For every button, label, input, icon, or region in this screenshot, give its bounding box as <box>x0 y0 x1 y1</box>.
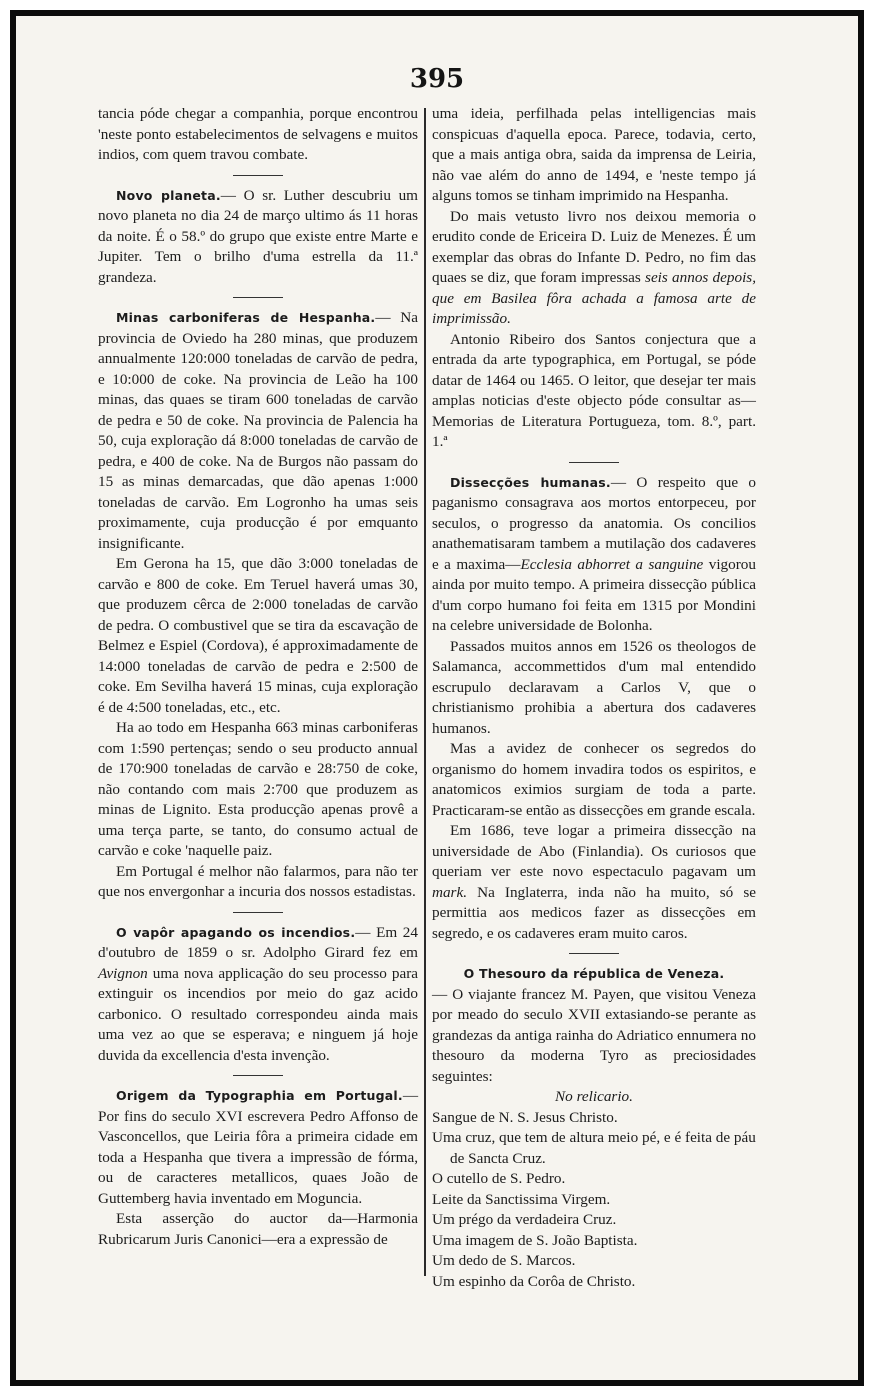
article-text: — Na provincia de Oviedo ha 280 minas, que produzem annualmente 120:000 toneladas de carvão de pedra, e 10:000 de coke. Na provincia de Leão ha 100 minas, das quaes se tiram 600 toneladas de carvão de pedra e 50 de coke. Na provincia de Palencia ha 50, cuja exploração dá 8:000 toneladas de carvão de pedra, e 400 de coke. Na de Burgos não passam do 15 as minas demarcadas, que dão apenas 1:000 toneladas de carvão. Em Logronho ha umas seis proximamente, cuja producção é por emquanto insignificante. <box>98 309 418 552</box>
list-item: Uma imagem de S. João Baptista. <box>432 1231 638 1249</box>
separator <box>233 1075 283 1076</box>
paragraph <box>432 821 756 944</box>
paragraph: Antonio Ribeiro dos Santos conjectura que a entrada da arte typographica, em Portugal, se póde datar de 1464 ou 1465. O leitor, que desejar ter mais amplas noticias d'este objecto póde consultar as—Memorias de Literatura Portugueza, tom. 8.º, part. 1.ª <box>432 330 756 450</box>
list-item: Um espinho da Corôa de Christo. <box>432 1272 636 1290</box>
paragraph: tancia póde chegar a companhia, porque encontrou 'neste ponto estabelecimentos de selvagens e muitos indios, com quem travou combate. <box>98 105 418 163</box>
page-frame <box>10 10 864 1386</box>
article-text: — Em 24 d'outubro de 1859 o sr. Adolpho Girard fez em <box>98 923 418 961</box>
article-text: — O sr. Luther descubriu um novo planeta no dia 24 de março ultimo ás 11 horas da noite. É o 58.º do grupo que existe entre Marte e Jupiter. Tem o brilho d'uma estrella da 11.ª grandeza. <box>98 186 418 286</box>
article-novo-planeta <box>98 186 418 289</box>
list-item: Sangue de N. S. Jesus Christo. <box>432 1108 618 1126</box>
paragraph: Mas a avidez de conhecer os segredos do organismo do homem invadira todos os espiritos, e anatomicos eximios surgiam de toda a parte. Practicaram-se então as dissecções em grande escala. <box>432 740 756 819</box>
separator <box>233 297 283 298</box>
article-text: vigorou ainda por muito tempo. A primeira dissecção pública d'um corpo humano foi feita em 1315 por Mondini na celebre universidade de Bolonha. <box>432 555 756 634</box>
separator <box>233 912 283 913</box>
article-vapor <box>98 923 418 1067</box>
column-rule <box>424 108 426 1276</box>
paragraph: Esta asserção do auctor da—Harmonia Rubricarum Juris Canonici—era a expressão de <box>98 1210 418 1248</box>
list-item: O cutello de S. Pedro. <box>432 1170 566 1187</box>
article-heading: Novo planeta. <box>116 187 221 203</box>
article-heading: O Thesouro da républica de Veneza. <box>463 966 725 981</box>
article-heading: Origem da Typographia em Portugal. <box>116 1088 403 1103</box>
page-number: 395 <box>409 64 465 94</box>
paragraph-text: Na Inglaterra, inda não ha muito, só se permittia aos medicos fazer as dissecções em segredo, e os cadaveres eram muito caros. <box>432 883 756 942</box>
article-origem <box>98 1086 418 1209</box>
list-item: Um dedo de S. Marcos. <box>432 1252 576 1269</box>
relic-list <box>432 1108 756 1293</box>
separator <box>569 953 619 954</box>
list-item: Um prégo da verdadeira Cruz. <box>432 1211 617 1228</box>
article-disseccoes <box>432 473 756 637</box>
list-item: Leite da Sanctissima Virgem. <box>432 1190 611 1208</box>
list-item: Uma cruz, que tem de altura meio pé, e é feita de páu de Sancta Cruz. <box>432 1129 756 1167</box>
article-text-italic: Avignon <box>98 964 148 982</box>
paragraph-text: Do mais vetusto livro nos deixou memoria o erudito conde de Ericeira D. Luiz de Menezes. É um exemplar das obras do Infante D. Pedro, no fim das quaes se diz, que foram impressas <box>432 207 756 286</box>
right-column <box>432 104 756 1292</box>
article-heading: O vapôr apagando os incendios. <box>116 924 356 940</box>
article-minas <box>98 308 418 554</box>
subheading <box>432 1087 756 1108</box>
article-text: — O viajante francez M. Payen, que visitou Veneza por meado do seculo XVII extasiando-se perante as grandezas da antiga rainha do Adriatico ennumera no thesouro da moderna Tyro as preciosidades seguintes: <box>432 985 756 1085</box>
article-heading: Dissecções humanas. <box>450 474 611 490</box>
paragraph-text-italic: mark. <box>432 883 468 901</box>
paragraph: Ha ao todo em Hespanha 663 minas carboniferas com 1:590 pertenças; sendo o seu producto annual de 170:900 toneladas de carvão e 28:750 de coke, não contando com mais 2:700 que produzem as minas de Lignito. Esta producção apenas provê a uma terça parte, se tanto, do consumo actual de carvão e coke 'naquelle paiz. <box>98 719 418 859</box>
article-heading: Minas carboniferas de Hespanha. <box>116 310 376 325</box>
separator <box>233 175 283 176</box>
paragraph <box>432 207 756 330</box>
paragraph: Passados muitos annos em 1526 os theologos de Salamanca, accommettidos d'um mal entendido escrupulo declaravam a Carlos V, que o christianismo prohibia a abertura dos cadaveres humanos. <box>432 637 756 737</box>
paragraph: Em Portugal é melhor não falarmos, para não ter que nos envergonhar a incuria dos nossos estadistas. <box>98 862 418 900</box>
paragraph: Em Gerona ha 15, que dão 3:000 toneladas de carvão e 800 de coke. Em Teruel haverá umas 30, que produzem cêrca de 2:000 toneladas de carvão de pedra. O combustivel que se tira da escavação de Belmez e Espiel (Cordova), é approximadamente de 14:000 toneladas de carvão de pedra e 2:500 de coke. Em Sevilha haverá 15 minas, cuja exploração é de 4:500 toneladas, etc., etc. <box>98 555 418 716</box>
subheading-text: No relicario. <box>555 1088 633 1105</box>
paragraph-text: Em 1686, teve logar a primeira dissecção na universidade de Abo (Finlandia). Os curiosos que queriam ver este novo espectaculo pagavam um <box>432 822 756 880</box>
article-text: — O respeito que o paganismo consagrava aos mortos entorpeceu, por seculos, o progresso da anatomia. Os concilios anathematisaram tambem a mutilação dos cadaveres e a maxima— <box>432 473 756 573</box>
separator <box>569 462 619 463</box>
article-text-italic: Ecclesia abhorret a sanguine <box>520 555 704 573</box>
article-text: uma nova applicação do seu processo para extinguir os incendios por meio do gaz acido carbonico. O resultado correspondeu ainda mais uma vez ao que se esperava; e ninguem já hoje duvida da excellencia d'esta invenção. <box>98 964 418 1064</box>
paragraph: uma ideia, perfilhada pelas intelligencias mais conspicuas d'aquella epoca. Parece, todavia, certo, que a mais antiga obra, saida da imprensa de Leiria, não vae além do anno de 1494, e 'neste tempo já alguns tomos se tinham imprimido na Hespanha. <box>432 105 756 204</box>
paragraph-text-italic: seis annos depois, que em Basilea fôra achada a famosa arte de imprimissão. <box>432 269 756 327</box>
article-text: —Por fins do seculo XVI escrevera Pedro Affonso de Vasconcellos, que Leiria fôra a primeira cidade em toda a Hespanha que tivera a impressão de fórma, ou de caracteres metallicos, quaes João de Guttemberg havia inventado em Moguncia. <box>98 1087 418 1207</box>
left-column <box>98 104 418 1250</box>
